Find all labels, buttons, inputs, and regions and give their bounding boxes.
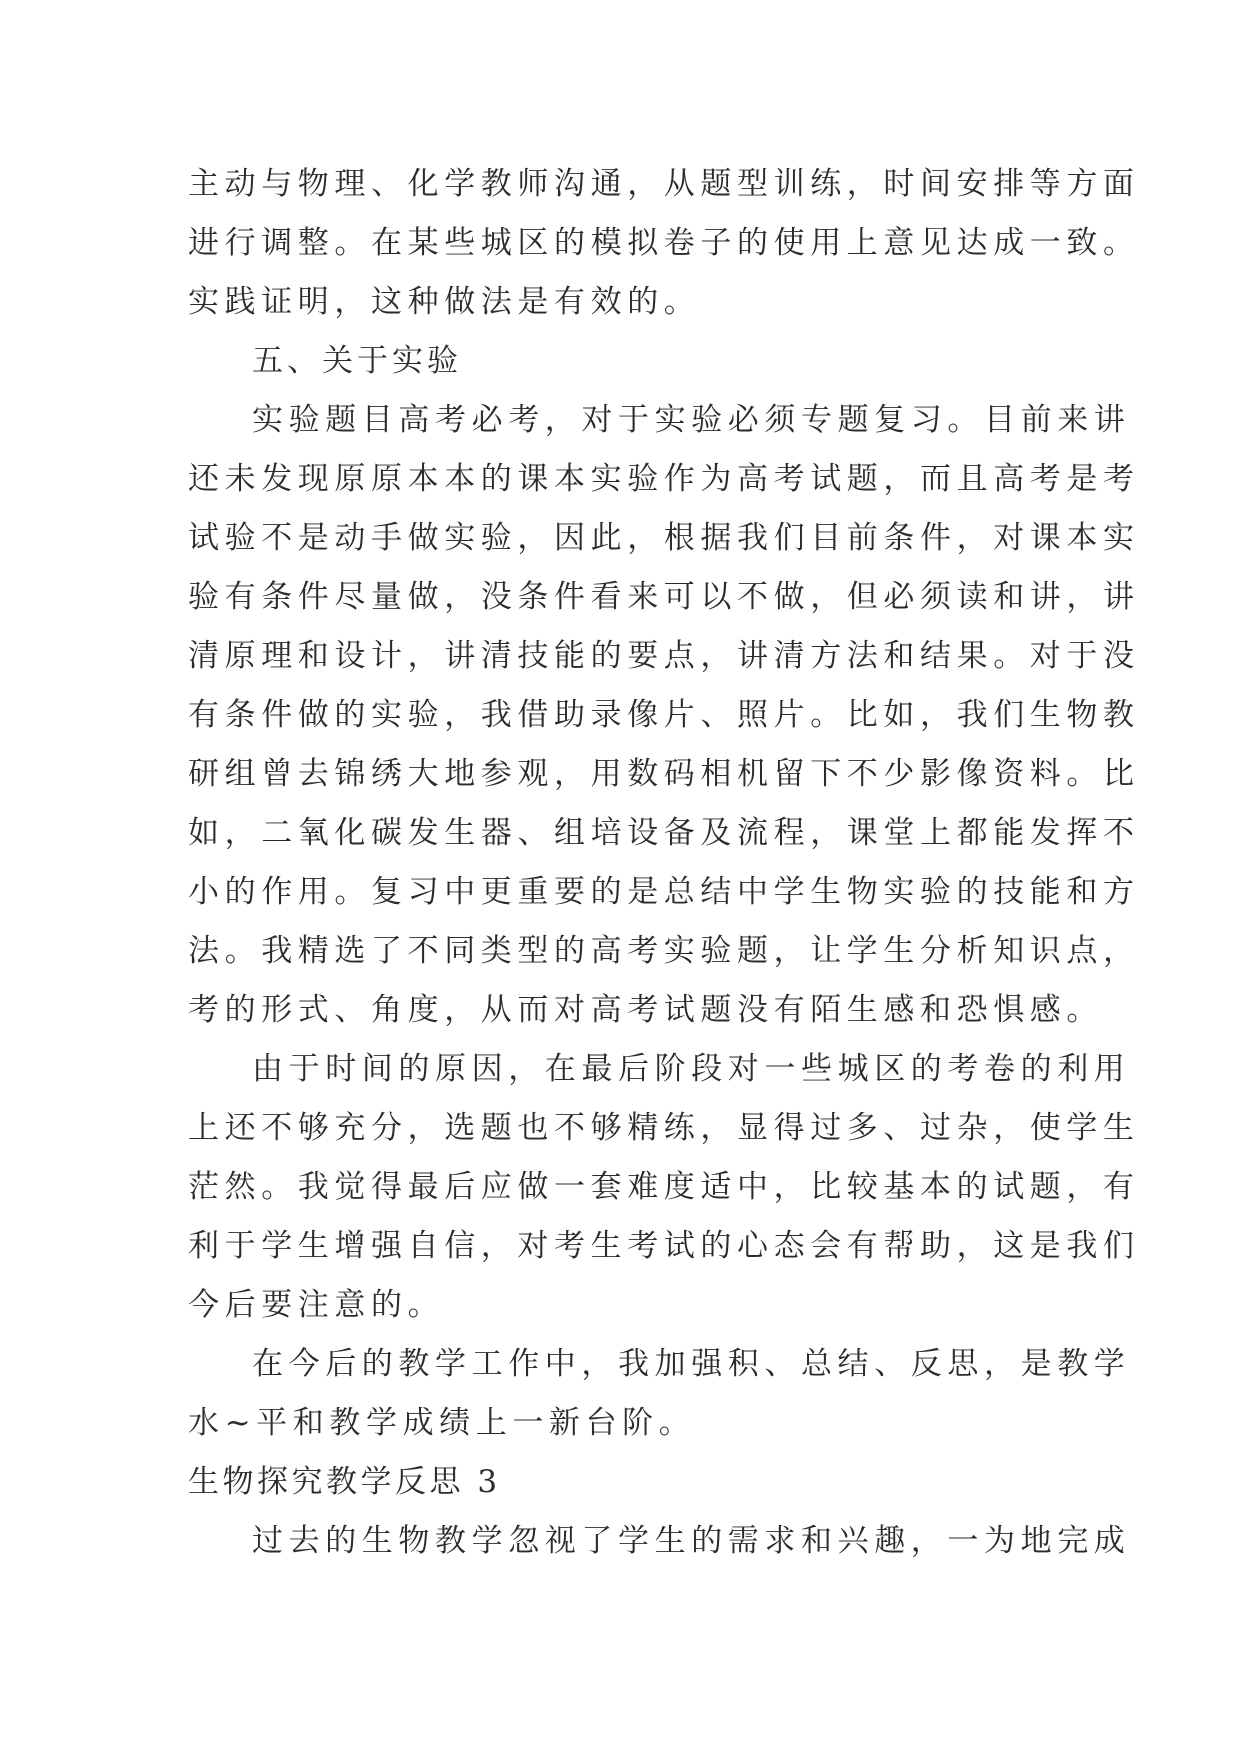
paragraph-line: 实践证明，这种做法是有效的。 xyxy=(188,284,701,320)
paragraph-line: 实验题目高考必考，对于实验必须专题复习。目前来讲 xyxy=(252,402,1131,438)
paragraph-line: 如，二氧化碳发生器、组培设备及流程，课堂上都能发挥不 xyxy=(188,815,1140,851)
paragraph-line: 验有条件尽量做，没条件看来可以不做，但必须读和讲，讲 xyxy=(188,579,1140,615)
paragraph-line: 进行调整。在某些城区的模拟卷子的使用上意见达成一致。 xyxy=(188,225,1140,261)
paragraph-line: 上还不够充分，选题也不够精练，显得过多、过杂，使学生 xyxy=(188,1110,1140,1146)
paragraph-line: 还未发现原原本本的课本实验作为高考试题，而且高考是考 xyxy=(188,461,1140,497)
paragraph-line: 试验不是动手做实验，因此，根据我们目前条件，对课本实 xyxy=(188,520,1140,556)
paragraph-line: 水~平和教学成绩上一新台阶。 xyxy=(188,1405,696,1441)
paragraph-line: 有条件做的实验，我借助录像片、照片。比如，我们生物教 xyxy=(188,697,1140,733)
document-title: 生物探究教学反思 3 xyxy=(188,1464,501,1500)
paragraph-line: 利于学生增强自信，对考生考试的心态会有帮助，这是我们 xyxy=(188,1228,1140,1264)
document-body xyxy=(188,155,1140,1571)
paragraph-line: 研组曾去锦绣大地参观，用数码相机留下不少影像资料。比 xyxy=(188,756,1140,792)
section-heading: 五、关于实验 xyxy=(252,343,462,379)
paragraph-line: 主动与物理、化学教师沟通，从题型训练，时间安排等方面 xyxy=(188,166,1140,202)
paragraph-line: 考的形式、角度，从而对高考试题没有陌生感和恐惧感。 xyxy=(188,992,1103,1028)
paragraph-line: 法。我精选了不同类型的高考实验题，让学生分析知识点， xyxy=(188,933,1140,969)
paragraph-line: 清原理和设计，讲清技能的要点，讲清方法和结果。对于没 xyxy=(188,638,1140,674)
paragraph-line: 茫然。我觉得最后应做一套难度适中，比较基本的试题，有 xyxy=(188,1169,1140,1205)
paragraph-line: 今后要注意的。 xyxy=(188,1287,445,1323)
paragraph-line: 过去的生物教学忽视了学生的需求和兴趣，一为地完成 xyxy=(252,1523,1131,1559)
paragraph-line: 小的作用。复习中更重要的是总结中学生物实验的技能和方 xyxy=(188,874,1140,910)
paragraph-line: 由于时间的原因，在最后阶段对一些城区的考卷的利用 xyxy=(252,1051,1131,1087)
paragraph-line: 在今后的教学工作中，我加强积、总结、反思，是教学 xyxy=(252,1346,1131,1382)
